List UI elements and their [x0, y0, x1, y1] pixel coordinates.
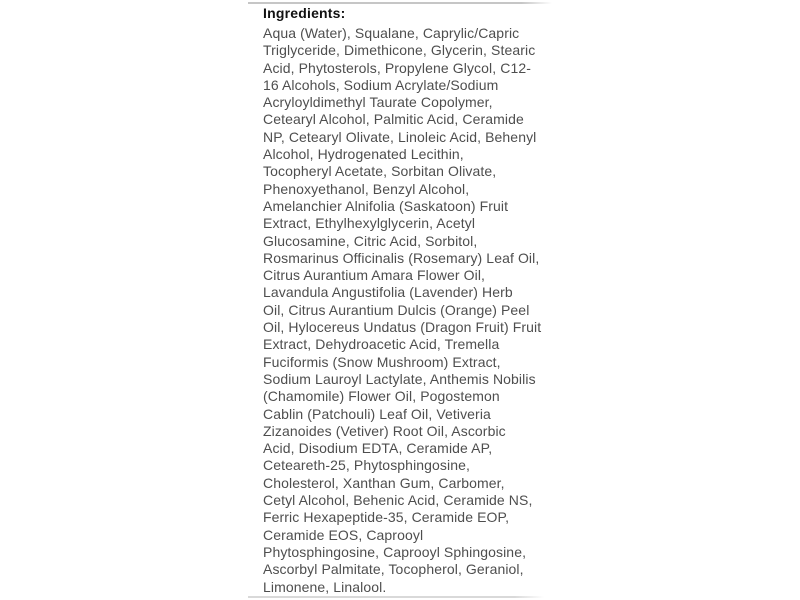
ingredients-line: Citrus Aurantium Amara Flower Oil, [263, 267, 486, 284]
ingredients-line: Rosmarinus Officinalis (Rosemary) Leaf Oil, [263, 249, 540, 266]
ingredients-text [263, 25, 563, 596]
ingredients-line: Amelanchier Alnifolia (Saskatoon) Fruit [263, 197, 509, 214]
ingredients-line: Phenoxyethanol, Benzyl Alcohol, [263, 180, 470, 197]
ingredients-line: Cetearyl Alcohol, Palmitic Acid, Ceramide [263, 111, 524, 128]
ingredients-line: Alcohol, Hydrogenated Lecithin, [263, 146, 464, 163]
ingredients-line: Aqua (Water), Squalane, Caprylic/Capric [263, 25, 520, 41]
ingredients-line: Ceteareth-25, Phytosphingosine, [263, 457, 471, 474]
ingredients-line: Acid, Phytosterols, Propylene Glycol, C12- [263, 59, 531, 76]
ingredients-line: Extract, Ethylhexylglycerin, Acetyl [263, 215, 476, 232]
ingredients-line: Extract, Dehydroacetic Acid, Tremella [263, 336, 500, 353]
section-divider-bottom [248, 596, 544, 598]
ingredients-line: Cablin (Patchouli) Leaf Oil, Vetiveria [263, 405, 491, 422]
ingredients-line: Tocopheryl Acetate, Sorbitan Olivate, [263, 163, 497, 180]
ingredients-line: Fuciformis (Snow Mushroom) Extract, [263, 353, 501, 370]
ingredients-line: Triglyceride, Dimethicone, Glycerin, Stearic [263, 42, 536, 59]
ingredients-line: Sodium Lauroyl Lactylate, Anthemis Nobilis [263, 370, 536, 387]
ingredients-line: Ascorbyl Palmitate, Tocopherol, Geraniol, [263, 561, 524, 578]
ingredients-line: Glucosamine, Citric Acid, Sorbitol, [263, 232, 478, 249]
ingredients-line: Limonene, Linalool. [263, 578, 387, 595]
ingredients-line: Zizanoides (Vetiver) Root Oil, Ascorbic [263, 422, 506, 439]
ingredients-line: Lavandula Angustifolia (Lavender) Herb [263, 284, 513, 301]
ingredients-line: Acid, Disodium EDTA, Ceramide AP, [263, 440, 493, 457]
ingredients-line: Phytosphingosine, Caprooyl Sphingosine, [263, 543, 527, 560]
ingredients-line: Cholesterol, Xanthan Gum, Carbomer, [263, 474, 505, 491]
ingredients-line: (Chamomile) Flower Oil, Pogostemon [263, 388, 500, 405]
ingredients-line: Acryloyldimethyl Taurate Copolymer, [263, 94, 493, 111]
ingredients-line: Cetyl Alcohol, Behenic Acid, Ceramide NS, [263, 492, 533, 509]
ingredients-heading: Ingredients: [263, 5, 346, 21]
ingredients-line: Oil, Citrus Aurantium Dulcis (Orange) Peel [263, 301, 530, 318]
ingredients-section [263, 4, 563, 596]
ingredients-line: NP, Cetearyl Olivate, Linoleic Acid, Behenyl [263, 128, 537, 145]
ingredients-line: Ferric Hexapeptide-35, Ceramide EOP, [263, 509, 510, 526]
ingredients-line: Ceramide EOS, Caprooyl [263, 526, 424, 543]
ingredients-line: 16 Alcohols, Sodium Acrylate/Sodium [263, 76, 499, 93]
ingredients-line: Oil, Hylocereus Undatus (Dragon Fruit) Fruit [263, 319, 542, 336]
